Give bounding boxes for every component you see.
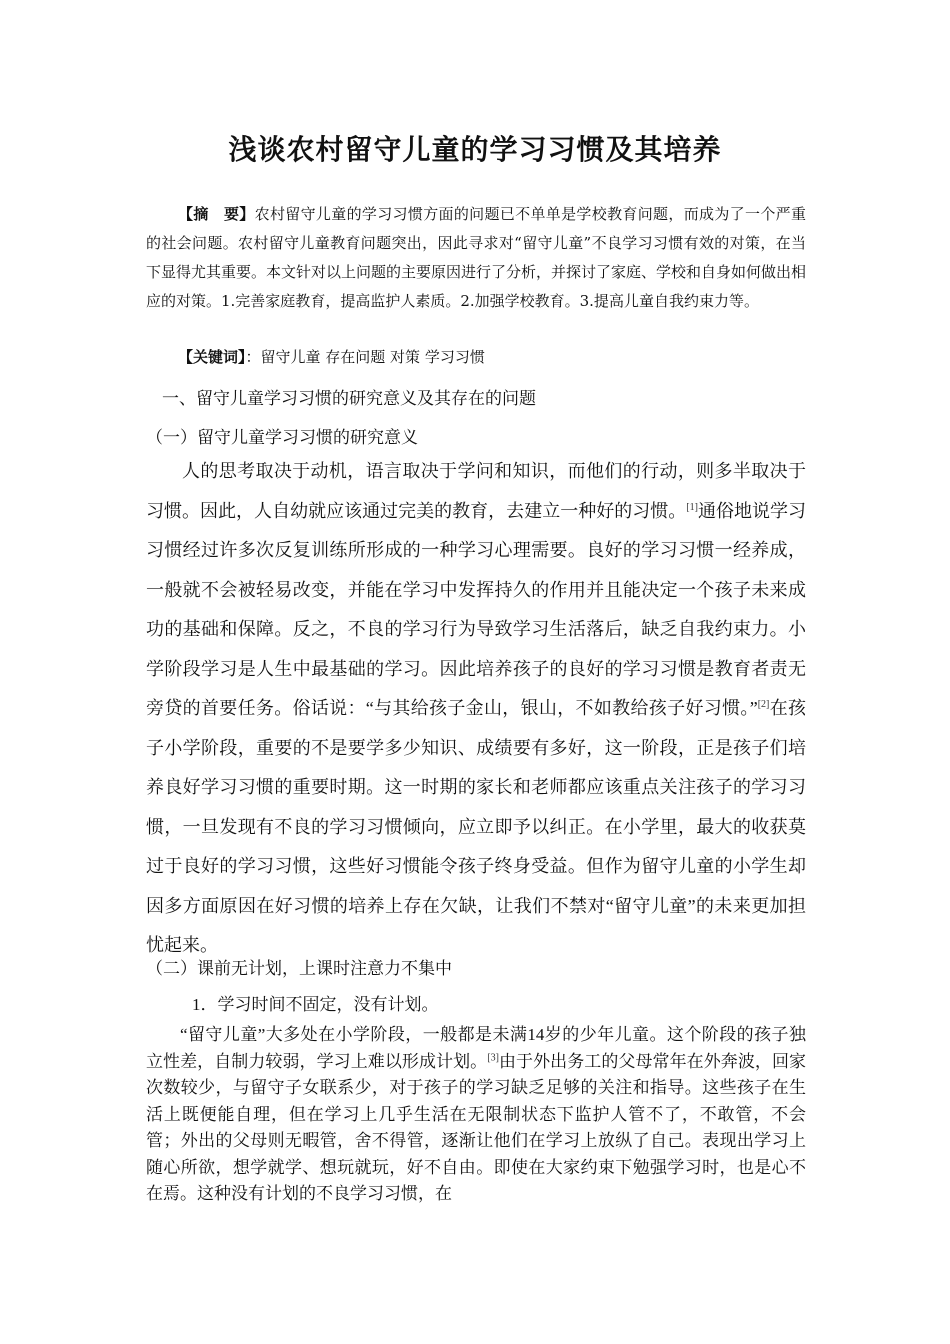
- abstract-label: 【摘 要】: [178, 205, 255, 223]
- para2-text-b: 由于外出务工的父母常年在外奔波，回家次数较少，与留守子女联系少，对于孩子的学习缺乏足够的关注和指导。这些孩子在生活上既便能自理，但在学习上几乎生活在无限制状态下监护人管不了，不敢管，不会管；外出的父母则无暇管，舍不得管，逐渐让他们在学习上放纵了自己。表现出学习上随心所欲，想学就学、想玩就玩，好不自由。即使在大家约束下勉强学习时，也是心不在焉。这种没有计划的不良学习习惯，在: [146, 1051, 807, 1203]
- subsection-heading-2: （二）课前无计划，上课时注意力不集中: [146, 959, 452, 978]
- citation-ref-2[interactable]: [2]: [757, 699, 770, 710]
- section-heading: 一、留守儿童学习习惯的研究意义及其存在的问题: [162, 389, 536, 408]
- keywords-text: ：留守儿童 存在问题 对策 学习习惯: [245, 348, 485, 366]
- keywords-line: [178, 346, 485, 367]
- abstract-text: 农村留守儿童的学习习惯方面的问题已不单单是学校教育问题，而成为了一个严重的社会问题。农村留守儿童教育问题突出，因此寻求对“留守儿童”不良学习习惯有效的对策，在当下显得尤其重要。本文针对以上问题的主要原因进行了分析，并探讨了家庭、学校和自身如何做出相应的对策。1.完善家庭教育，提高监护人素质。2.加强学校教育。3.提高儿童自我约束力等。: [146, 205, 807, 310]
- body-paragraph-2: [146, 1022, 806, 1208]
- citation-ref-3[interactable]: [3]: [487, 1051, 499, 1063]
- paper-title: 浅谈农村留守儿童的学习习惯及其培养: [228, 133, 722, 166]
- subsection-heading-1: （一）留守儿童学习习惯的研究意义: [146, 428, 418, 447]
- para2-text-a: “留守儿童”大多处在小学阶段，一般都是未满14岁的少年儿童。这个阶段的孩子独立性差，自制力较弱，学习上难以形成计划。: [146, 1025, 806, 1071]
- para1-text-c: 在孩子小学阶段，重要的不是要学多少知识、成绩要有多好，这一阶段，正是孩子们培养良好学习习惯的重要时期。这一时期的家长和老师都应该重点关注孩子的学习习惯，一旦发现有不良的学习习惯倾向，应立即予以纠正。在小学里，最大的收获莫过于良好的学习习惯，这些好习惯能令孩子终身受益。但作为留守儿童的小学生却因多方面原因在好习惯的培养上存在欠缺，让我们不禁对“留守儿童”的未来更加担忧起来。: [146, 698, 807, 955]
- body-paragraph-1: [146, 452, 806, 966]
- citation-ref-1[interactable]: [1]: [686, 501, 698, 513]
- subsection-item-heading: 1．学习时间不固定，没有计划。: [192, 995, 439, 1014]
- para1-text-a: 人的思考取决于动机，语言取决于学问和知识，而他们的行动，则多半取决于习惯。因此，人自幼就应该通过完美的教育，去建立一种好的习惯。: [146, 461, 806, 521]
- abstract-paragraph: [146, 200, 806, 316]
- keywords-label: 【关键词】: [178, 348, 246, 366]
- para1-text-b: 通俗地说学习习惯经过许多次反复训练所形成的一种学习心理需要。良好的学习习惯一经养成，一般就不会被轻易改变，并能在学习中发挥持久的作用并且能决定一个孩子未来成功的基础和保障。反之，不良的学习行为导致学习生活落后，缺乏自我约束力。小学阶段学习是人生中最基础的学习。因此培养孩子的良好的学习习惯是教育者责无旁贷的首要任务。俗话说：“与其给孩子金山，银山，不如教给孩子好习惯。”: [146, 500, 807, 718]
